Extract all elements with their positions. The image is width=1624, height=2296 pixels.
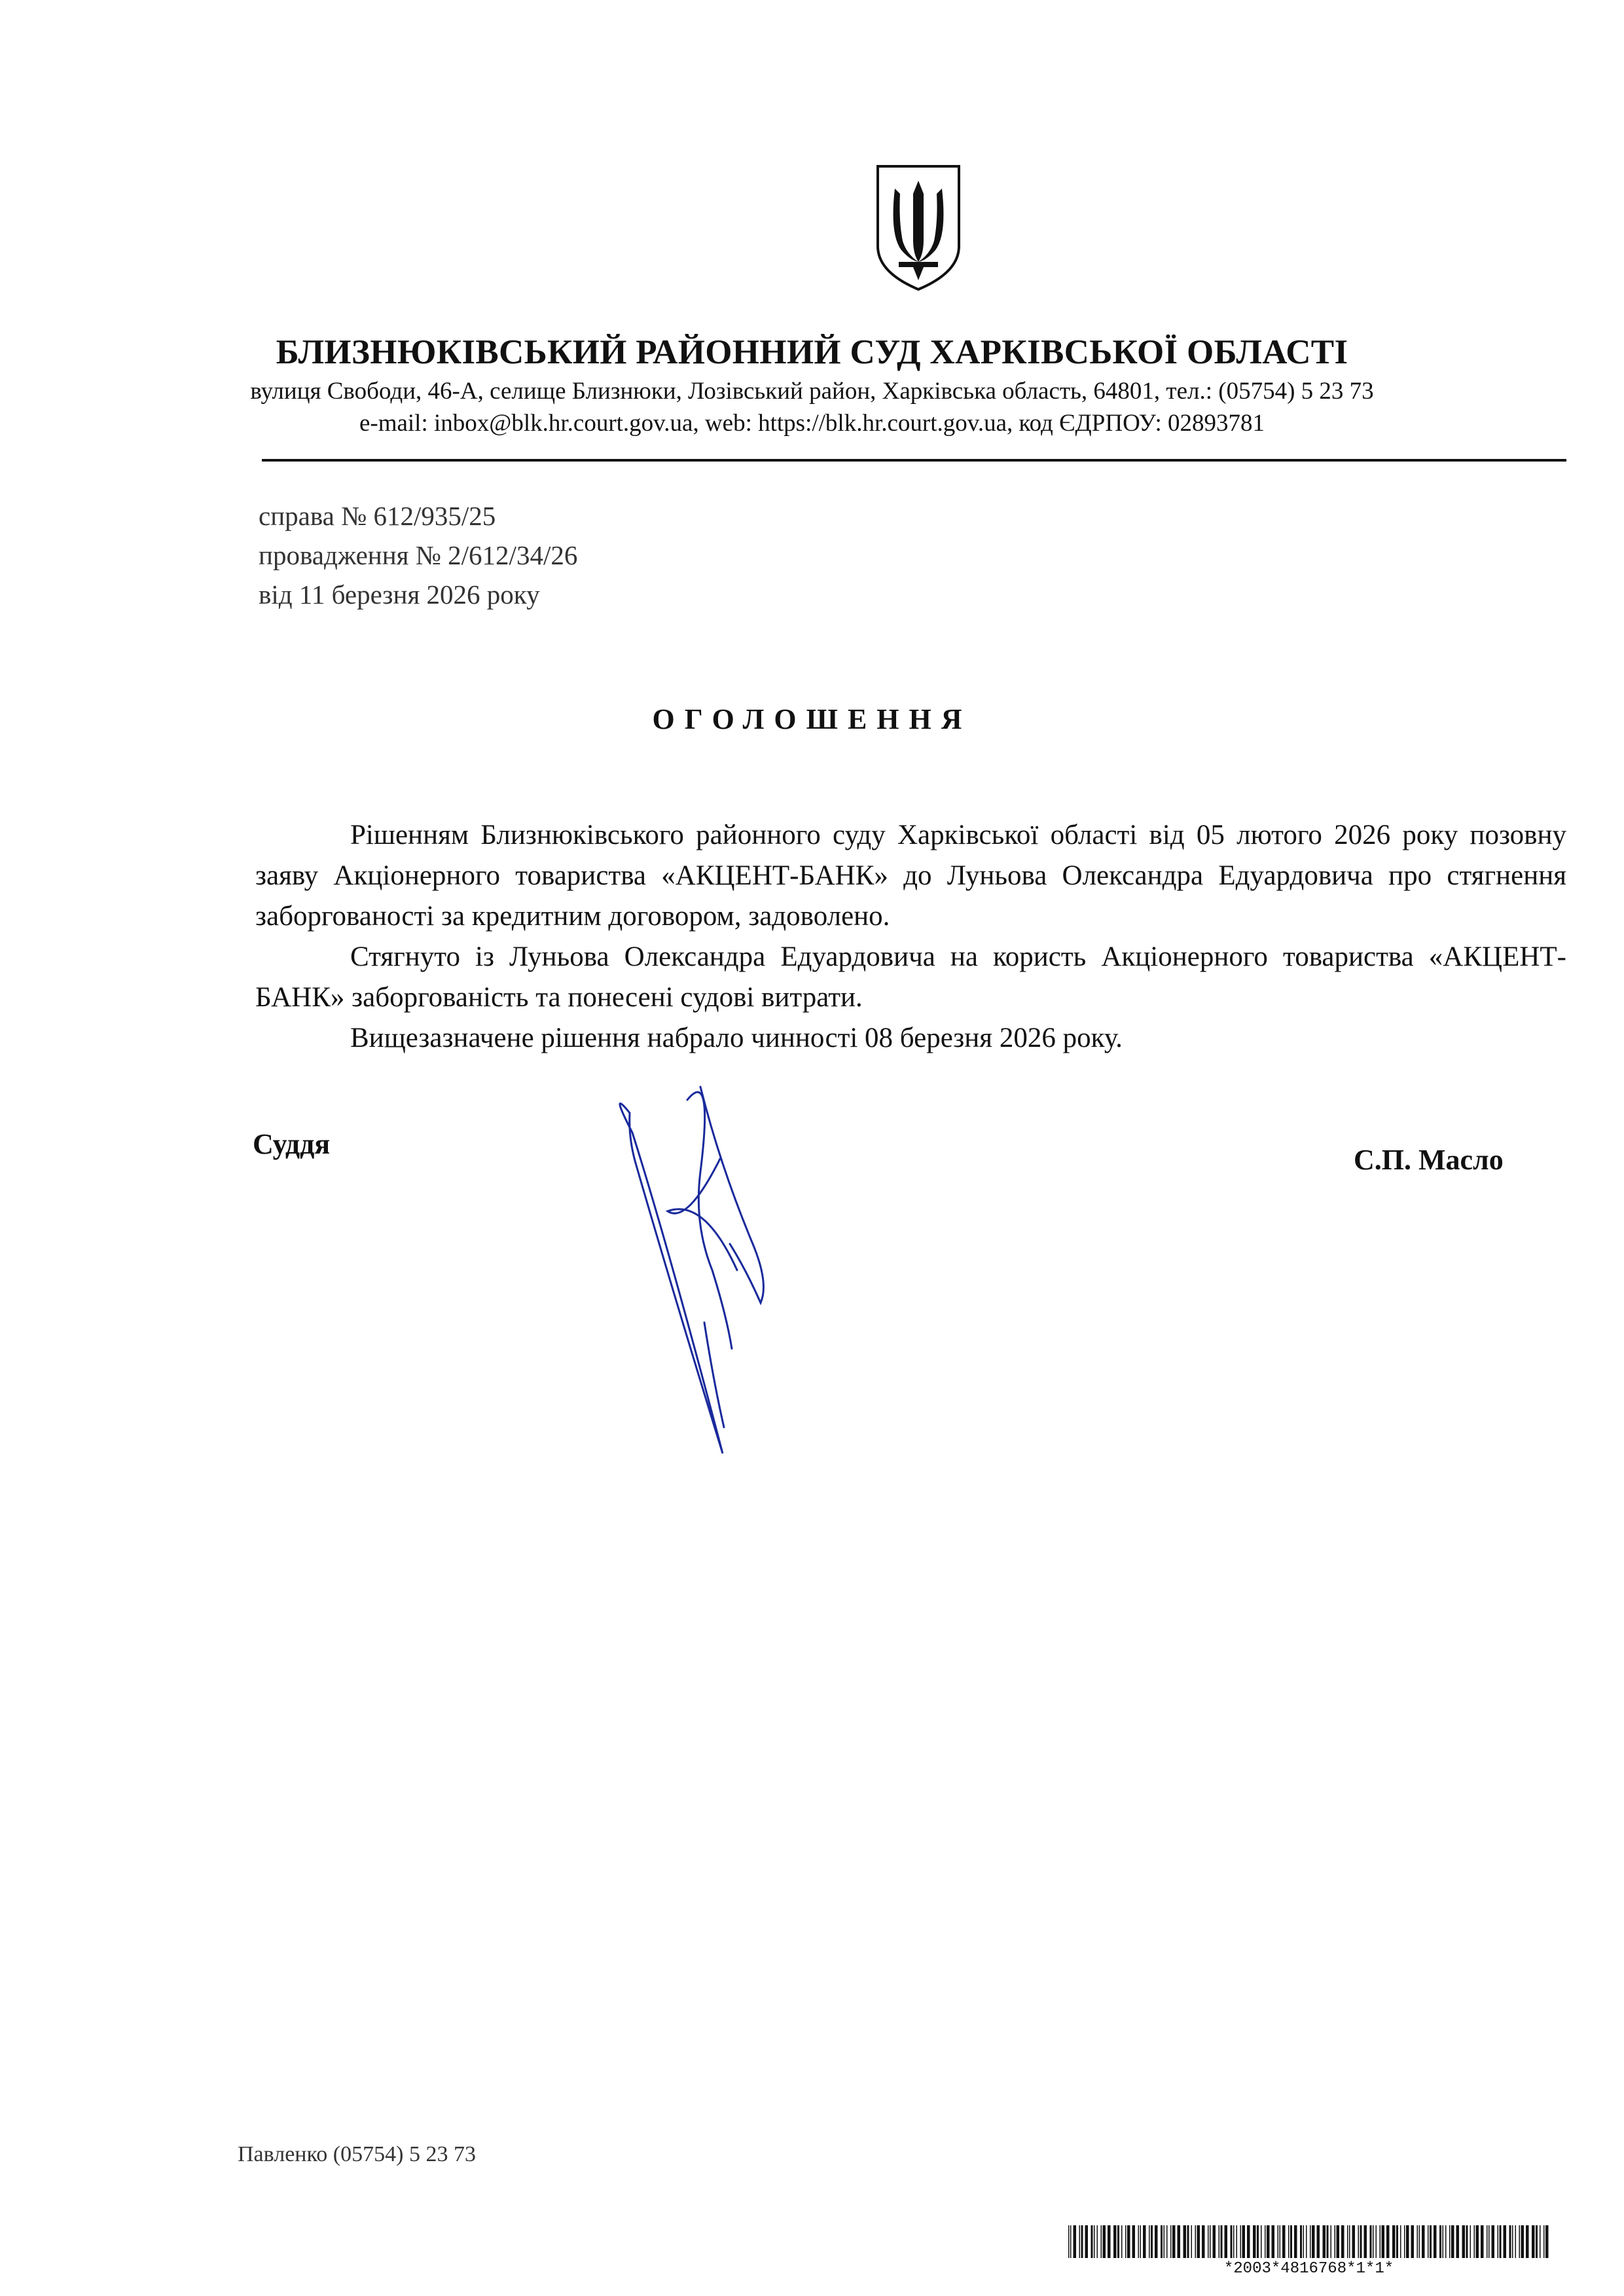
- barcode-bar: [1290, 2225, 1292, 2258]
- barcode-bar: [1108, 2225, 1111, 2258]
- judge-name: С.П. Масло: [1354, 1144, 1504, 1176]
- barcode-bar: [1132, 2225, 1136, 2258]
- barcode-bar: [1443, 2225, 1444, 2258]
- barcode-bar: [1404, 2225, 1405, 2258]
- barcode-bar: [1310, 2225, 1311, 2258]
- barcode-bar: [1481, 2225, 1484, 2258]
- barcode-bar: [1532, 2225, 1535, 2258]
- barcode-bar: [1219, 2225, 1220, 2258]
- case-number: справа № 612/935/25: [259, 501, 496, 531]
- barcode-bar: [1487, 2225, 1488, 2258]
- barcode-bar: [1428, 2225, 1429, 2258]
- barcode-bar: [1349, 2225, 1350, 2258]
- signature-strokes: [620, 1087, 764, 1453]
- barcode-bar: [1386, 2225, 1390, 2258]
- barcode-bar: [1272, 2225, 1275, 2258]
- barcode-bar: [1085, 2225, 1089, 2258]
- barcode-bar: [1360, 2225, 1362, 2258]
- barcode-bar: [1094, 2225, 1095, 2258]
- barcode-bar: [1509, 2225, 1511, 2258]
- barcode-bar: [1195, 2225, 1197, 2258]
- announcement-body: [255, 815, 1566, 1059]
- barcode-bar: [1476, 2225, 1479, 2258]
- barcode-bar: [1451, 2225, 1454, 2258]
- barcode-bar: [1317, 2225, 1320, 2258]
- barcode-bar: [1498, 2225, 1499, 2258]
- barcode-bar: [1242, 2225, 1246, 2258]
- barcode-bar: [1430, 2225, 1432, 2258]
- barcode-bar: [1143, 2225, 1146, 2258]
- barcode-bar: [1101, 2225, 1102, 2258]
- barcode-bar: [1449, 2225, 1451, 2258]
- barcode-bar: [1225, 2225, 1228, 2258]
- barcode-bar: [1419, 2225, 1420, 2258]
- barcode-bar: [1327, 2225, 1329, 2258]
- barcode-bar: [1306, 2225, 1307, 2258]
- barcode-bar: [1127, 2225, 1130, 2258]
- barcode-bar: [1155, 2225, 1158, 2258]
- barcode-bar: [1396, 2225, 1398, 2258]
- barcode-bar: [1151, 2225, 1153, 2258]
- barcode-bar: [1288, 2225, 1290, 2258]
- barcode-bar: [1183, 2225, 1187, 2258]
- barcode-bar: [1140, 2225, 1142, 2258]
- barcode-bar: [1097, 2225, 1098, 2258]
- barcode-bar: [1358, 2225, 1360, 2258]
- barcode-bar: [1536, 2225, 1538, 2258]
- barcode-bar: [1117, 2225, 1119, 2258]
- court-address: вулиця Свободи, 46-А, селище Близнюки, Лозівський район, Харківська область, 64801, тел.: (05754) 5 23 73: [250, 378, 1374, 405]
- barcode-bar: [1221, 2225, 1223, 2258]
- barcode-bar: [1456, 2225, 1460, 2258]
- barcode: [1068, 2225, 1549, 2258]
- barcode-bar: [1512, 2225, 1513, 2258]
- barcode-bar: [1470, 2225, 1471, 2258]
- barcode-bar: [1406, 2225, 1409, 2258]
- barcode-bar: [1504, 2225, 1507, 2258]
- barcode-bar: [1545, 2225, 1549, 2258]
- barcode-bar: [1210, 2225, 1211, 2258]
- barcode-bar: [1202, 2225, 1205, 2258]
- barcode-bar: [1247, 2225, 1250, 2258]
- proceeding-number: провадження № 2/612/34/26: [259, 540, 578, 570]
- barcode-bar: [1257, 2225, 1259, 2258]
- barcode-bar: [1323, 2225, 1326, 2258]
- document-date: від 11 березня 2026 року: [259, 579, 540, 610]
- barcode-bar: [1373, 2225, 1374, 2258]
- barcode-bar: [1364, 2225, 1367, 2258]
- barcode-bar: [1282, 2225, 1286, 2258]
- body-paragraph: Стягнуто із Луньова Олександра Едуардовича на користь Акціонерного товариства «АКЦЕНТ-БАНК» заборгованість та понесені судові витрати.: [255, 941, 1566, 1013]
- barcode-bar: [1233, 2225, 1235, 2258]
- barcode-bar: [1370, 2225, 1372, 2258]
- barcode-bar: [1213, 2225, 1216, 2258]
- barcode-bar: [1347, 2225, 1348, 2258]
- barcode-bar: [1352, 2225, 1356, 2258]
- barcode-number: *2003*4816768*1*1*: [1223, 2260, 1394, 2278]
- barcode-bar: [1312, 2225, 1315, 2258]
- barcode-bar: [1138, 2225, 1140, 2258]
- barcode-bar: [1489, 2225, 1490, 2258]
- barcode-bar: [1280, 2225, 1281, 2258]
- barcode-bar: [1208, 2225, 1209, 2258]
- barcode-bar: [1335, 2225, 1336, 2258]
- barcode-bar: [1172, 2225, 1176, 2258]
- barcode-bar: [1519, 2225, 1521, 2258]
- barcode-bar: [1392, 2225, 1396, 2258]
- barcode-bar: [1236, 2225, 1238, 2258]
- body-paragraph: Вищезазначене рішення набрало чинності 08 березня 2026 року.: [350, 1023, 1123, 1053]
- barcode-bar: [1294, 2225, 1297, 2258]
- barcode-bar: [1376, 2225, 1377, 2258]
- barcode-bar: [1417, 2225, 1418, 2258]
- barcode-bar: [1164, 2225, 1165, 2258]
- barcode-bar: [1267, 2225, 1270, 2258]
- barcode-bar: [1074, 2225, 1077, 2258]
- judge-label: Суддя: [253, 1128, 331, 1160]
- barcode-bar: [1161, 2225, 1163, 2258]
- barcode-bar: [1466, 2225, 1468, 2258]
- barcode-bar: [1521, 2225, 1525, 2258]
- barcode-bar: [1492, 2225, 1495, 2258]
- barcode-bar: [1253, 2225, 1256, 2258]
- barcode-bar: [1070, 2225, 1072, 2258]
- barcode-bar: [1331, 2225, 1332, 2258]
- barcode-bar: [1197, 2225, 1200, 2258]
- barcode-bar: [1300, 2225, 1302, 2258]
- barcode-bar: [1091, 2225, 1093, 2258]
- barcode-bar: [1439, 2225, 1441, 2258]
- barcode-bar: [1125, 2225, 1127, 2258]
- body-paragraph: Рішенням Близнюківського районного суду Харківської області від 05 лютого 2026 року позовну заяву Акціонерного товариства «АКЦЕНТ-БАНК» до Луньова Олександра Едуардовича про стягнення заборгованості за кредитним договором, задоволено.: [255, 820, 1566, 932]
- barcode-bar: [1543, 2225, 1545, 2258]
- barcode-bar: [1341, 2225, 1344, 2258]
- barcode-bar: [1515, 2225, 1517, 2258]
- barcode-bar: [1526, 2225, 1529, 2258]
- barcode-bar: [1166, 2225, 1168, 2258]
- barcode-bar: [1068, 2225, 1070, 2258]
- barcode-bar: [1191, 2225, 1193, 2258]
- barcode-bar: [1231, 2225, 1233, 2258]
- barcode-bar: [1103, 2225, 1106, 2258]
- barcode-bar: [1337, 2225, 1340, 2258]
- barcode-bar: [1170, 2225, 1172, 2258]
- court-name: БЛИЗНЮКІВСЬКИЙ РАЙОННИЙ СУД ХАРКІВСЬКОЇ ОБЛАСТІ: [276, 333, 1348, 371]
- barcode-bar: [1445, 2225, 1447, 2258]
- barcode-bar: [1540, 2225, 1541, 2258]
- barcode-bar: [1149, 2225, 1150, 2258]
- barcode-bar: [1462, 2225, 1466, 2258]
- document-title: ОГОЛОШЕННЯ: [652, 703, 972, 735]
- header-divider: [262, 459, 1566, 462]
- handwritten-signature: [589, 1074, 825, 1480]
- barcode-bar: [1081, 2225, 1083, 2258]
- barcode-bar: [1121, 2225, 1123, 2258]
- barcode-bar: [1113, 2225, 1117, 2258]
- trident-coat-of-arms-icon: [873, 162, 964, 293]
- barcode-bar: [1187, 2225, 1189, 2258]
- barcode-bar: [1079, 2225, 1081, 2258]
- barcode-bar: [1178, 2225, 1181, 2258]
- barcode-bar: [1380, 2225, 1381, 2258]
- barcode-bar: [1422, 2225, 1425, 2258]
- barcode-bar: [1411, 2225, 1415, 2258]
- executor-contact: Павленко (05754) 5 23 73: [238, 2142, 476, 2166]
- barcode-bar: [1474, 2225, 1475, 2258]
- barcode-bar: [1500, 2225, 1502, 2258]
- court-contacts: e-mail: inbox@blk.hr.court.gov.ua, web: https://blk.hr.court.gov.ua, код ЄДРПОУ: 02893781: [359, 410, 1265, 437]
- barcode-bar: [1400, 2225, 1401, 2258]
- barcode-bar: [1303, 2225, 1305, 2258]
- barcode-bar: [1434, 2225, 1437, 2258]
- barcode-bar: [1278, 2225, 1279, 2258]
- barcode-bar: [1265, 2225, 1266, 2258]
- barcode-bar: [1382, 2225, 1385, 2258]
- barcode-bar: [1240, 2225, 1242, 2258]
- barcode-bar: [1261, 2225, 1262, 2258]
